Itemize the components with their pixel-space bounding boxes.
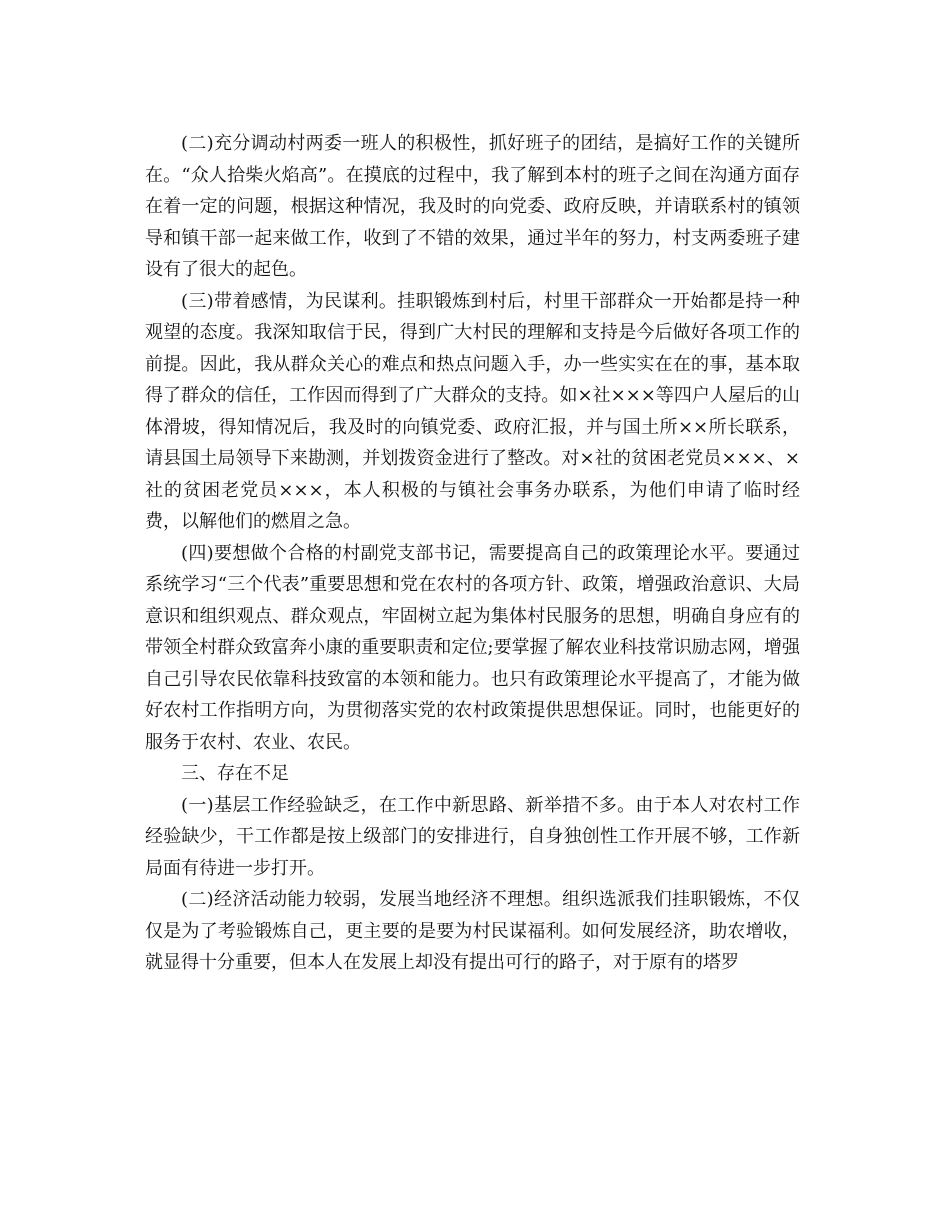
document-body: [145, 128, 800, 979]
paragraph-lack-experience: (一)基层工作经验缺乏，在工作中新思路、新举措不多。由于本人对农村工作经验缺少，干工作都是按上级部门的安排进行，自身独创性工作开展不够，工作新局面有待进一步打开。: [145, 794, 800, 879]
paragraph-policy-theory: (四)要想做个合格的村副党支部书记，需要提高自己的政策理论水平。要通过系统学习“三个代表”重要思想和党在农村的各项方针、政策，增强政治意识、大局意识和组织观点、群众观点，牢固树立起为集体村民服务的思想，明确自身应有的带领全村群众致富奔小康的重要职责和定位;要掌握了解农业科技常识励志网，增强自己引导农民依靠科技致富的本领和能力。也只有政策理论水平提高了，才能为做好农村工作指明方向，为贯彻落实党的农村政策提供思想保证。同时，也能更好的服务于农村、农业、农民。: [145, 542, 800, 753]
paragraph-team-unity: (二)充分调动村两委一班人的积极性，抓好班子的团结，是搞好工作的关键所在。“众人拾柴火焰高”。在摸底的过程中，我了解到本村的班子之间在沟通方面存在着一定的问题，根据这种情况，我及时的向党委、政府反映，并请联系村的镇领导和镇干部一起来做工作，收到了不错的效果，通过半年的努力，村支两委班子建设有了很大的起色。: [145, 133, 800, 280]
paragraph-serve-villagers: (三)带着感情，为民谋利。挂职锻炼到村后，村里干部群众一开始都是持一种观望的态度。我深知取信于民，得到广大村民的理解和支持是今后做好各项工作的前提。因此，我从群众关心的难点和热点问题入手，办一些实实在在的事，基本取得了群众的信任，工作因而得到了广大群众的支持。如×社×××等四户人屋后的山体滑坡，得知情况后，我及时的向镇党委、政府汇报，并与国土所××所长联系，请县国土局领导下来勘测，并划拨资金进行了整改。对×社的贫困老党员×××、×社的贫困老党员×××，本人积极的与镇社会事务办联系，为他们申请了临时经费，以解他们的燃眉之急。: [145, 290, 800, 532]
paragraph-weak-economy: (二)经济活动能力较弱，发展当地经济不理想。组织选派我们挂职锻炼，不仅仅是为了考验锻炼自己，更主要的是要为村民谋福利。如何发展经济，助农增收，就显得十分重要，但本人在发展上却没有提出可行的路子，对于原有的塔罗: [145, 889, 800, 973]
section-heading-shortcomings: 三、存在不足: [181, 763, 289, 784]
